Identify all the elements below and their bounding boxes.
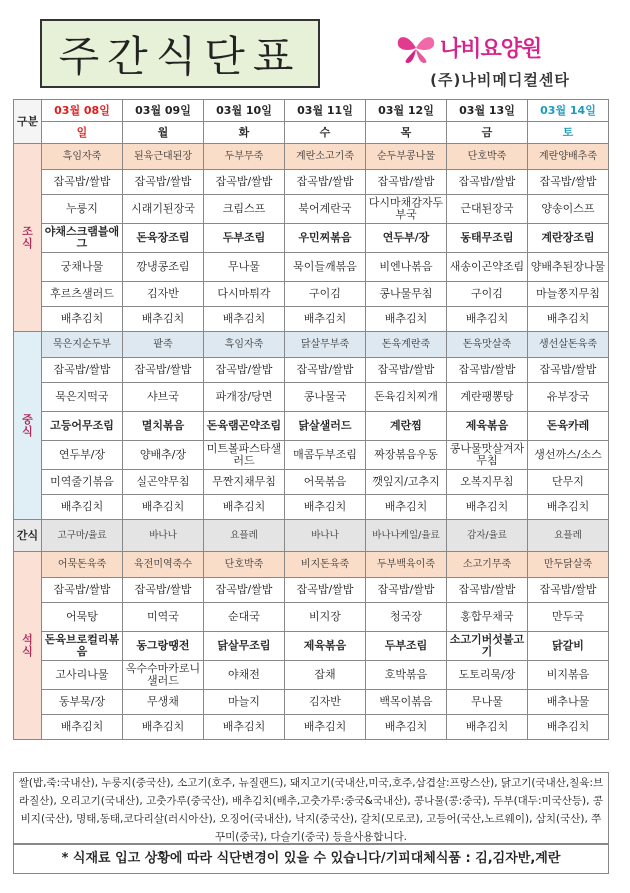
dinner-menu-item: 잡곡밥/쌀밥	[447, 578, 528, 603]
dinner-menu-item: 고사리나물	[42, 661, 123, 690]
breakfast-special-item: 된육근대된장	[123, 144, 204, 170]
breakfast-menu-item: 배추김치	[285, 307, 366, 332]
day-date: 03월 12일	[366, 100, 447, 122]
breakfast-menu-item: 김자반	[123, 282, 204, 307]
snack-item: 바나나	[123, 520, 204, 552]
dinner-special-item: 육전미역죽수	[123, 552, 204, 578]
dinner-menu-item: 마늘지	[204, 690, 285, 715]
day-name: 화	[204, 122, 285, 144]
dinner-menu-item: 두부조림	[366, 632, 447, 661]
lunch-menu-item: 오복지무침	[447, 470, 528, 495]
lunch-menu-item: 제육볶음	[447, 412, 528, 441]
dinner-special-item: 단호박죽	[204, 552, 285, 578]
day-name: 일	[42, 122, 123, 144]
dinner-menu-item: 잡곡밥/쌀밥	[123, 578, 204, 603]
snack-row	[14, 520, 609, 552]
breakfast-special-item: 계란양배추죽	[528, 144, 609, 170]
dinner-menu-row	[14, 661, 609, 690]
snack-item: 요플레	[204, 520, 285, 552]
dinner-menu-item: 배추김치	[447, 715, 528, 740]
lunch-menu-item: 샤브국	[123, 383, 204, 412]
dinner-label: 석 식	[14, 552, 42, 740]
dinner-special-item: 비지돈육죽	[285, 552, 366, 578]
dinner-menu-item: 어묵탕	[42, 603, 123, 632]
butterfly-icon	[394, 31, 438, 65]
lunch-menu-item: 잡곡밥/쌀밥	[528, 358, 609, 383]
dinner-menu-item: 소고기버섯불고기	[447, 632, 528, 661]
dinner-menu-item: 배추나물	[528, 690, 609, 715]
breakfast-menu-row	[14, 253, 609, 282]
dinner-menu-item: 배추김치	[528, 715, 609, 740]
lunch-menu-item: 배추김치	[42, 495, 123, 520]
breakfast-menu-item: 배추김치	[366, 307, 447, 332]
lunch-menu-item: 잡곡밥/쌀밥	[366, 358, 447, 383]
lunch-menu-item: 짜장볶음우동	[366, 441, 447, 470]
breakfast-menu-item: 깡냉콩조림	[123, 253, 204, 282]
breakfast-menu-item: 궁채나물	[42, 253, 123, 282]
lunch-special-item: 팥죽	[123, 332, 204, 358]
breakfast-menu-item: 연두부/장	[366, 224, 447, 253]
day-name: 토	[528, 122, 609, 144]
dinner-special-item: 어묵돈육죽	[42, 552, 123, 578]
breakfast-menu-item: 잡곡밥/쌀밥	[528, 170, 609, 195]
dinner-menu-item: 미역국	[123, 603, 204, 632]
lunch-menu-item: 계란팽뽕탕	[447, 383, 528, 412]
lunch-menu-item: 미역줄기볶음	[42, 470, 123, 495]
breakfast-menu-item: 잡곡밥/쌀밥	[204, 170, 285, 195]
lunch-menu-row	[14, 383, 609, 412]
dinner-menu-item: 잡곡밥/쌀밥	[204, 578, 285, 603]
dinner-special-item: 만두닭살죽	[528, 552, 609, 578]
breakfast-menu-item: 야채스크램블애그	[42, 224, 123, 253]
breakfast-special-row	[14, 144, 609, 170]
day-date: 03월 13일	[447, 100, 528, 122]
brand-name: 나비요양원	[440, 37, 542, 62]
lunch-menu-item: 잡곡밥/쌀밥	[204, 358, 285, 383]
lunch-label: 중 식	[14, 332, 42, 520]
dinner-menu-item: 순대국	[204, 603, 285, 632]
breakfast-menu-item: 돈육장조림	[123, 224, 204, 253]
lunch-menu-item: 잡곡밥/쌀밥	[447, 358, 528, 383]
gubun-label: 구분	[14, 100, 42, 144]
breakfast-special-item: 순두부콩나물	[366, 144, 447, 170]
dinner-menu-item: 옥수수마카로니샐러드	[123, 661, 204, 690]
brand-logo	[394, 30, 604, 65]
breakfast-menu-item: 시래기된장국	[123, 195, 204, 224]
day-name: 금	[447, 122, 528, 144]
breakfast-menu-item: 누룽지	[42, 195, 123, 224]
breakfast-label: 조 식	[14, 144, 42, 332]
dinner-menu-item: 돈육브로컬리볶음	[42, 632, 123, 661]
dinner-menu-item: 닭갈비	[528, 632, 609, 661]
lunch-special-item: 돈육계란죽	[366, 332, 447, 358]
lunch-menu-row	[14, 441, 609, 470]
lunch-special-item: 묵은지순두부	[42, 332, 123, 358]
day-date: 03월 08일	[42, 100, 123, 122]
breakfast-menu-item: 다시마채감자두부국	[366, 195, 447, 224]
dinner-menu-item: 만두국	[528, 603, 609, 632]
lunch-menu-item: 무짠지채무침	[204, 470, 285, 495]
lunch-menu-item: 단무지	[528, 470, 609, 495]
lunch-menu-item: 생선까스/소스	[528, 441, 609, 470]
lunch-menu-item: 잡곡밥/쌀밥	[123, 358, 204, 383]
breakfast-menu-item: 잡곡밥/쌀밥	[285, 170, 366, 195]
breakfast-menu-item: 배추김치	[447, 307, 528, 332]
breakfast-menu-item: 비엔나볶음	[366, 253, 447, 282]
notice-text: * 식재료 입고 상황에 따라 식단변경이 있을 수 있습니다/기피대체식품 : 김,김자반,계란	[13, 844, 609, 874]
breakfast-menu-item: 후르츠샐러드	[42, 282, 123, 307]
lunch-menu-item: 돈육램곤약조림	[204, 412, 285, 441]
header-date-row	[14, 100, 609, 122]
lunch-special-item: 닭살무부죽	[285, 332, 366, 358]
breakfast-menu-item: 다시마튀각	[204, 282, 285, 307]
breakfast-menu-item: 콩나물무침	[366, 282, 447, 307]
origin-info: 쌀(밥,죽:국내산), 누룽지(중국산), 소고기(호주, 뉴질랜드), 돼지고기(국내산,미국,호주,삼겹살:프랑스산), 닭고기(국내산,칠육:브라질산), 오리고기(국내산), 고춧가루(중국산), 배추김치(배추,고춧가루:중국&국내산), 콩나물(콩:중국), 두부(대두:미국산등), 콩비지(국산), 명태,동태,코다리살(러시아산), 오징어(국내산), 낙지(중국산), 갈치(모로코), 고등어(국산,노르웨이), 삼치(국산), 쭈꾸미(중국), 다슬기(중국) 등을사용합니다.	[13, 772, 609, 844]
breakfast-menu-item: 잡곡밥/쌀밥	[366, 170, 447, 195]
breakfast-menu-item: 북어계란국	[285, 195, 366, 224]
header-weekday-row	[14, 122, 609, 144]
lunch-menu-item: 깻잎지/고추지	[366, 470, 447, 495]
snack-label: 간식	[14, 520, 42, 552]
dinner-menu-item: 닭살무조림	[204, 632, 285, 661]
dinner-menu-item: 무생채	[123, 690, 204, 715]
lunch-menu-row	[14, 470, 609, 495]
lunch-menu-item: 잡곡밥/쌀밥	[285, 358, 366, 383]
dinner-special-item: 두부백육이죽	[366, 552, 447, 578]
breakfast-menu-item: 배추김치	[42, 307, 123, 332]
lunch-menu-item: 콩나물맛살겨자무침	[447, 441, 528, 470]
dinner-menu-item: 제육볶음	[285, 632, 366, 661]
day-date: 03월 11일	[285, 100, 366, 122]
breakfast-menu-item: 잡곡밥/쌀밥	[42, 170, 123, 195]
weekly-menu-table	[13, 99, 609, 740]
lunch-special-item: 돈육맛살죽	[447, 332, 528, 358]
lunch-special-item: 흑임자죽	[204, 332, 285, 358]
breakfast-menu-item: 잡곡밥/쌀밥	[447, 170, 528, 195]
dinner-menu-item: 야채전	[204, 661, 285, 690]
dinner-menu-row	[14, 578, 609, 603]
day-name: 월	[123, 122, 204, 144]
breakfast-menu-item: 배추김치	[204, 307, 285, 332]
dinner-menu-item: 동부묵/장	[42, 690, 123, 715]
dinner-menu-item: 동그랑땡전	[123, 632, 204, 661]
snack-item: 고구마/율료	[42, 520, 123, 552]
day-name: 수	[285, 122, 366, 144]
dinner-menu-row	[14, 632, 609, 661]
breakfast-menu-item: 양배추된장나물	[528, 253, 609, 282]
lunch-menu-item: 잡곡밥/쌀밥	[42, 358, 123, 383]
snack-item: 요플레	[528, 520, 609, 552]
lunch-menu-item: 연두부/장	[42, 441, 123, 470]
lunch-menu-item: 묵은지떡국	[42, 383, 123, 412]
breakfast-menu-item: 묵이들깨볶음	[285, 253, 366, 282]
breakfast-menu-item: 근대된장국	[447, 195, 528, 224]
dinner-menu-row	[14, 690, 609, 715]
lunch-menu-row	[14, 495, 609, 520]
lunch-menu-item: 고등어무조림	[42, 412, 123, 441]
breakfast-menu-item: 마늘쫑지무침	[528, 282, 609, 307]
dinner-menu-item: 도토리묵/장	[447, 661, 528, 690]
lunch-menu-item: 유부장국	[528, 383, 609, 412]
dinner-menu-row	[14, 715, 609, 740]
page-title-box	[40, 19, 320, 88]
day-date: 03월 14일	[528, 100, 609, 122]
lunch-special-item: 생선살돈육죽	[528, 332, 609, 358]
breakfast-menu-item: 무나물	[204, 253, 285, 282]
dinner-menu-item: 배추김치	[285, 715, 366, 740]
dinner-menu-item: 배추김치	[42, 715, 123, 740]
lunch-menu-item: 배추김치	[123, 495, 204, 520]
breakfast-menu-item: 배추김치	[123, 307, 204, 332]
breakfast-menu-item: 크림스프	[204, 195, 285, 224]
lunch-menu-item: 어묵볶음	[285, 470, 366, 495]
dinner-menu-item: 배추김치	[123, 715, 204, 740]
lunch-menu-item: 콩나물국	[285, 383, 366, 412]
lunch-menu-item: 실곤약무침	[123, 470, 204, 495]
breakfast-menu-item: 동태무조림	[447, 224, 528, 253]
breakfast-menu-item: 구이김	[285, 282, 366, 307]
lunch-special-row	[14, 332, 609, 358]
breakfast-menu-item: 계란장조림	[528, 224, 609, 253]
dinner-menu-item: 백목이볶음	[366, 690, 447, 715]
dinner-menu-item: 무나물	[447, 690, 528, 715]
lunch-menu-item: 멸치볶음	[123, 412, 204, 441]
dinner-menu-item: 홍합무채국	[447, 603, 528, 632]
dinner-menu-item: 청국장	[366, 603, 447, 632]
lunch-menu-item: 배추김치	[528, 495, 609, 520]
lunch-menu-item: 돈육카레	[528, 412, 609, 441]
dinner-menu-item: 배추김치	[204, 715, 285, 740]
dinner-special-item: 소고기무죽	[447, 552, 528, 578]
lunch-menu-row	[14, 412, 609, 441]
snack-item: 바나나	[285, 520, 366, 552]
snack-item: 바나나케일/율료	[366, 520, 447, 552]
lunch-menu-item: 돈육김치찌개	[366, 383, 447, 412]
breakfast-menu-item: 배추김치	[528, 307, 609, 332]
snack-item: 감자/율료	[447, 520, 528, 552]
dinner-menu-item: 배추김치	[366, 715, 447, 740]
dinner-menu-item: 김자반	[285, 690, 366, 715]
day-date: 03월 10일	[204, 100, 285, 122]
lunch-menu-item: 미트볼파스타샐러드	[204, 441, 285, 470]
dinner-menu-item: 비지볶음	[528, 661, 609, 690]
breakfast-special-item: 두부무죽	[204, 144, 285, 170]
lunch-menu-item: 배추김치	[204, 495, 285, 520]
dinner-menu-item: 호박볶음	[366, 661, 447, 690]
dinner-menu-item: 잡곡밥/쌀밥	[366, 578, 447, 603]
breakfast-special-item: 흑임자죽	[42, 144, 123, 170]
lunch-menu-row	[14, 358, 609, 383]
breakfast-menu-item: 양송이스프	[528, 195, 609, 224]
breakfast-menu-item: 두부조림	[204, 224, 285, 253]
day-name: 목	[366, 122, 447, 144]
breakfast-menu-item: 구이김	[447, 282, 528, 307]
lunch-menu-item: 닭살샐러드	[285, 412, 366, 441]
page-title: 주간식단표	[58, 31, 302, 81]
dinner-menu-item: 잡채	[285, 661, 366, 690]
dinner-menu-item: 비지장	[285, 603, 366, 632]
dinner-menu-item: 잡곡밥/쌀밥	[528, 578, 609, 603]
breakfast-menu-row	[14, 282, 609, 307]
dinner-special-row	[14, 552, 609, 578]
breakfast-menu-row	[14, 170, 609, 195]
dinner-menu-row	[14, 603, 609, 632]
breakfast-special-item: 단호박죽	[447, 144, 528, 170]
lunch-menu-item: 계란찜	[366, 412, 447, 441]
breakfast-special-item: 계란소고기죽	[285, 144, 366, 170]
lunch-menu-item: 배추김치	[366, 495, 447, 520]
company-name: (주)나비메디컬센타	[430, 71, 570, 89]
breakfast-menu-item: 우민찌볶음	[285, 224, 366, 253]
lunch-menu-item: 양배추/장	[123, 441, 204, 470]
dinner-menu-item: 잡곡밥/쌀밥	[42, 578, 123, 603]
lunch-menu-item: 매콤두부조림	[285, 441, 366, 470]
lunch-menu-item: 파개장/당면	[204, 383, 285, 412]
breakfast-menu-row	[14, 195, 609, 224]
breakfast-menu-item: 잡곡밥/쌀밥	[123, 170, 204, 195]
day-date: 03월 09일	[123, 100, 204, 122]
breakfast-menu-item: 새송이곤약조림	[447, 253, 528, 282]
dinner-menu-item: 잡곡밥/쌀밥	[285, 578, 366, 603]
breakfast-menu-row	[14, 224, 609, 253]
lunch-menu-item: 배추김치	[285, 495, 366, 520]
breakfast-menu-row	[14, 307, 609, 332]
lunch-menu-item: 배추김치	[447, 495, 528, 520]
